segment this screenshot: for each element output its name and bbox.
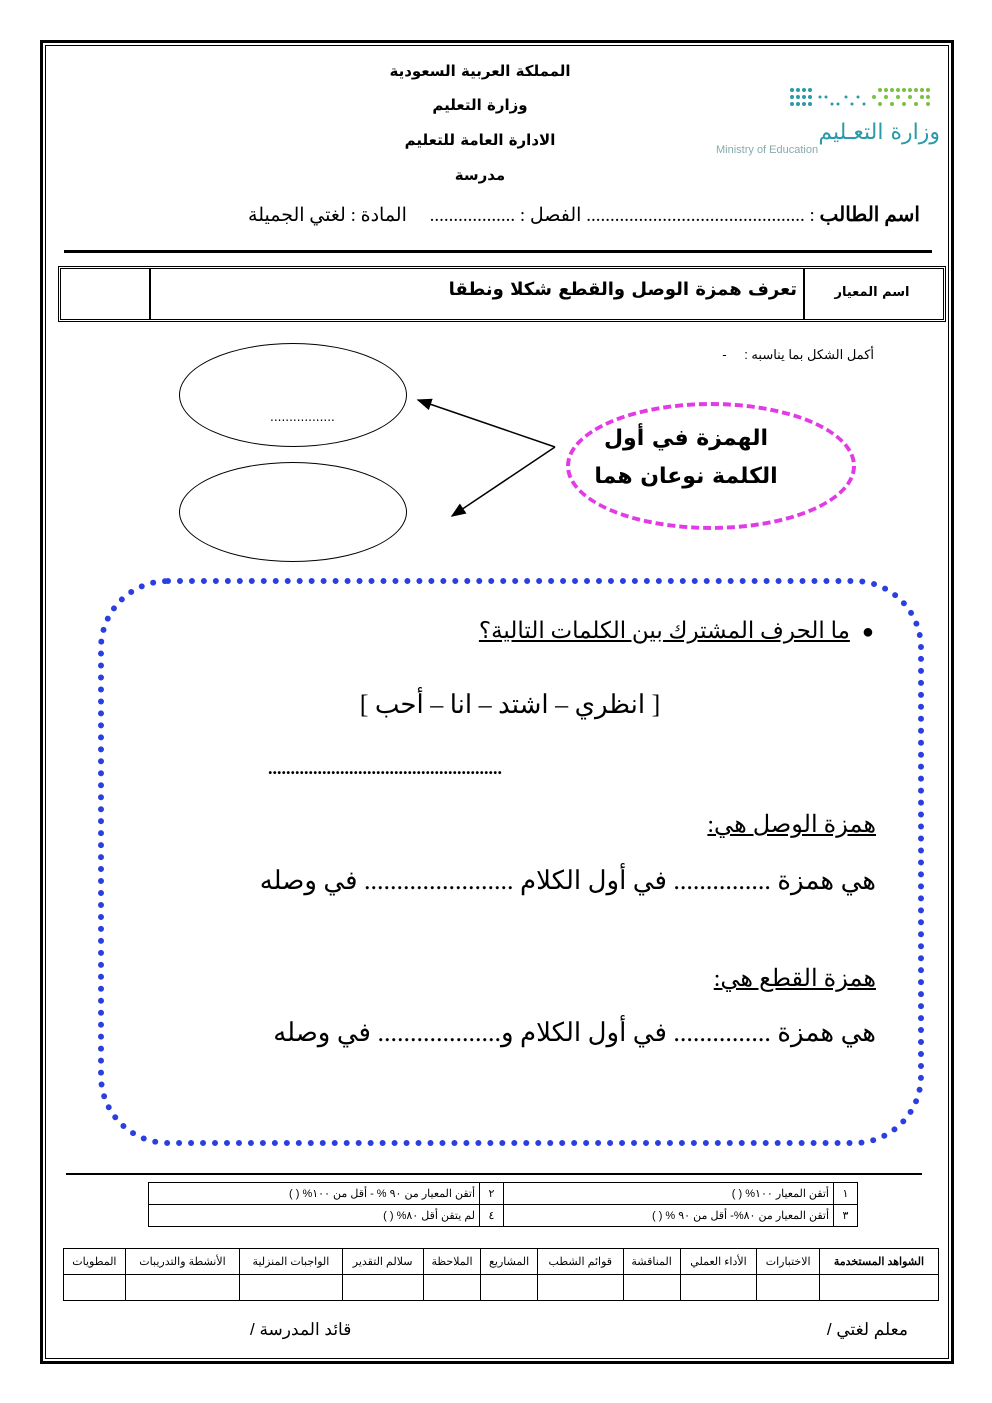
evidence-entry-row <box>64 1275 939 1301</box>
evidence-col-header: الملاحظة <box>423 1249 481 1275</box>
school-title: مدرسة <box>454 166 506 184</box>
legend-option[interactable]: أتقن المعيار من ٨٠%- أقل من ٩٠ % ( ) <box>504 1205 834 1227</box>
question-bullet-icon: ● <box>861 621 874 643</box>
evidence-col-header: الأنشطة والتدريبات <box>125 1249 239 1275</box>
ministry-title: وزارة التعليم <box>432 96 528 114</box>
exercise2-box <box>98 578 924 1146</box>
criterion-label: اسم المعيار <box>834 285 910 300</box>
exercise2-question <box>479 618 874 644</box>
evidence-cell[interactable] <box>537 1275 623 1301</box>
class-field[interactable]: .................. <box>429 205 516 226</box>
legend-number: ٣ <box>834 1205 858 1227</box>
logo-english-text: Ministry of Education <box>716 144 819 156</box>
hamza-types-line1: الهمزة في أول <box>603 426 769 451</box>
arrow-to-bottom-ellipse <box>452 447 555 516</box>
evidence-cell[interactable] <box>342 1275 423 1301</box>
evidence-cell[interactable] <box>125 1275 239 1301</box>
evidence-cell[interactable] <box>819 1275 938 1301</box>
wasl-heading: همزة الوصل هي: <box>707 812 876 838</box>
evidence-col-header: الواجبات المنزلية <box>240 1249 342 1275</box>
evidence-cell[interactable] <box>623 1275 680 1301</box>
evidence-table <box>63 1248 939 1301</box>
mastery-legend-table <box>148 1182 858 1227</box>
evidence-cell[interactable] <box>757 1275 819 1301</box>
footer-divider <box>66 1173 922 1175</box>
qat-sentence: هي همزة ............... في أول الكلام و................... في وصله <box>273 1018 876 1047</box>
instruction-text: أكمل الشكل بما يناسبه : <box>744 347 874 362</box>
exercise2-answer-line[interactable]: .................................................... <box>268 758 502 778</box>
student-name-field[interactable]: : .............................................. <box>586 205 815 226</box>
principal-signature: قائد المدرسة / <box>250 1320 352 1339</box>
exercise2-words: [ انظري – اشتد – انا – أحب ] <box>359 690 661 719</box>
logo-arabic-text: وزارة التعـليم <box>818 120 940 145</box>
evidence-cell[interactable] <box>240 1275 342 1301</box>
evidence-cell[interactable] <box>64 1275 126 1301</box>
qat-heading: همزة القطع هي: <box>713 966 876 992</box>
wasl-sentence: هي همزة ............... في أول الكلام ....................... في وصله <box>259 866 876 895</box>
evidence-cell[interactable] <box>423 1275 481 1301</box>
legend-number: ١ <box>834 1183 858 1205</box>
answer-ellipse-top-blank: ................. <box>270 410 335 424</box>
evidence-col-header: المشاريع <box>481 1249 538 1275</box>
legend-row <box>149 1205 858 1227</box>
student-name-label: اسم الطالب <box>819 204 920 226</box>
subject-label: المادة : لغتي الجميلة <box>248 205 407 226</box>
legend-option[interactable]: لم يتقن أقل ٨٠% ( ) <box>149 1205 480 1227</box>
evidence-col-header: المناقشة <box>623 1249 680 1275</box>
evidence-col-header: الاختبارات <box>757 1249 819 1275</box>
teacher-signature: معلم لغتي / <box>826 1320 908 1339</box>
hamza-types-text <box>566 420 806 496</box>
legend-row <box>149 1183 858 1205</box>
class-label: الفصل : <box>519 205 582 226</box>
evidence-col-header: الشواهد المستخدمة <box>819 1249 938 1275</box>
hamza-types-line2: الكلمة نوعان هما <box>594 464 778 489</box>
directorate-title: الادارة العامة للتعليم <box>404 131 556 149</box>
evidence-cell[interactable] <box>680 1275 757 1301</box>
evidence-col-header: المطويات <box>64 1249 126 1275</box>
kingdom-title: المملكة العربية السعودية <box>389 62 571 80</box>
evidence-col-header: سلالم التقدير <box>342 1249 423 1275</box>
arrow-to-top-ellipse <box>418 400 555 447</box>
legend-number: ٤ <box>480 1205 504 1227</box>
criterion-title: تعرف همزة الوصل والقطع شكلا ونطقا <box>448 279 797 300</box>
question-text: ما الحرف المشترك بين الكلمات التالية؟ <box>478 618 850 643</box>
evidence-cell[interactable] <box>481 1275 538 1301</box>
evidence-header-row <box>64 1249 939 1275</box>
evidence-col-header: قوائم الشطب <box>537 1249 623 1275</box>
legend-option[interactable]: أتقن المعيار ١٠٠% ( ) <box>504 1183 834 1205</box>
instruction-bullet: - <box>722 347 727 362</box>
legend-number: ٢ <box>480 1183 504 1205</box>
evidence-col-header: الأداء العملي <box>680 1249 757 1275</box>
legend-option[interactable]: أتقن المعيار من ٩٠ % - أقل من ١٠٠% ( ) <box>149 1183 480 1205</box>
